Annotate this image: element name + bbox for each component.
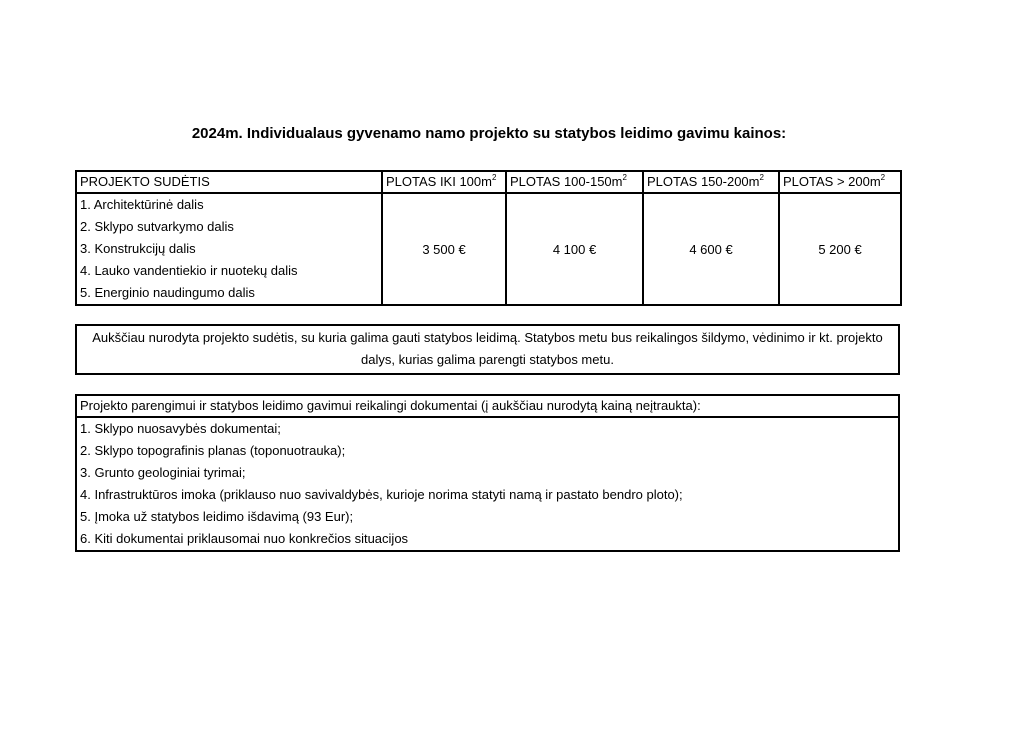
column-header-area-100 — [382, 171, 506, 193]
header-superscript: 2 — [880, 172, 886, 182]
composition-list — [76, 193, 382, 305]
column-header-area-200-plus — [779, 171, 901, 193]
document-item: 6. Kiti dokumentai priklausomai nuo konkrečios situacijos — [80, 531, 409, 546]
list-item: 5. Energinio naudingumo dalis — [80, 285, 255, 300]
table-row — [76, 462, 899, 484]
column-header-composition — [76, 171, 382, 193]
header-text: PLOTAS 150-200m — [647, 174, 760, 189]
notice-box: Aukščiau nurodyta projekto sudėtis, su kuria galima gauti statybos leidimą. Statybos metu bus reikalingos šildymo, vėdinimo ir kt. projekto dalys, kurias galima parengti statybos metu. — [75, 324, 900, 375]
table-row — [76, 484, 899, 506]
list-item: 3. Konstrukcijų dalis — [80, 241, 196, 256]
price-area-100: 3 500 € — [382, 193, 506, 305]
document-item: 5. Įmoka už statybos leidimo išdavimą (93 Eur); — [80, 509, 354, 524]
price-area-150-200: 4 600 € — [643, 193, 779, 305]
price-area-200-plus: 5 200 € — [779, 193, 901, 305]
table-row — [76, 506, 899, 528]
document-item: 1. Sklypo nuosavybės dokumentai; — [80, 421, 281, 436]
header-text: PROJEKTO SUDĖTIS — [80, 174, 210, 189]
header-superscript: 2 — [759, 172, 764, 182]
document-item: 4. Infrastruktūros imoka (priklauso nuo savivaldybės, kurioje norima statyti namą ir pastato bendro ploto); — [80, 487, 683, 502]
header-text: PLOTAS IKI 100m — [386, 174, 492, 189]
header-superscript: 2 — [491, 172, 497, 182]
list-item: 4. Lauko vandentiekio ir nuotekų dalis — [80, 263, 298, 278]
table-row — [76, 440, 899, 462]
header-superscript: 2 — [622, 172, 627, 182]
header-text: PLOTAS > 200m — [783, 174, 881, 189]
list-item: 1. Architektūrinė dalis — [80, 197, 204, 212]
column-header-area-150-200 — [643, 171, 779, 193]
pricing-table — [75, 170, 902, 306]
page-title: 2024m. Individualaus gyvenamo namo projekto su statybos leidimo gavimu kainos: — [191, 125, 787, 142]
table-row — [76, 528, 899, 551]
header-text: PLOTAS 100-150m — [510, 174, 623, 189]
documents-table — [75, 394, 900, 552]
pricing-body-row — [76, 193, 901, 305]
documents-header-row — [76, 395, 899, 417]
document-item: 3. Grunto geologiniai tyrimai; — [80, 465, 246, 480]
price-area-100-150: 4 100 € — [506, 193, 643, 305]
list-item: 2. Sklypo sutvarkymo dalis — [80, 219, 234, 234]
documents-header: Projekto parengimui ir statybos leidimo gavimui reikalingi dokumentai (į aukščiau nurodytą kainą neįtraukta): — [76, 395, 899, 417]
pricing-header-row — [76, 171, 901, 193]
document-item: 2. Sklypo topografinis planas (toponuotrauka); — [80, 443, 346, 458]
column-header-area-100-150 — [506, 171, 643, 193]
table-row — [76, 417, 899, 440]
